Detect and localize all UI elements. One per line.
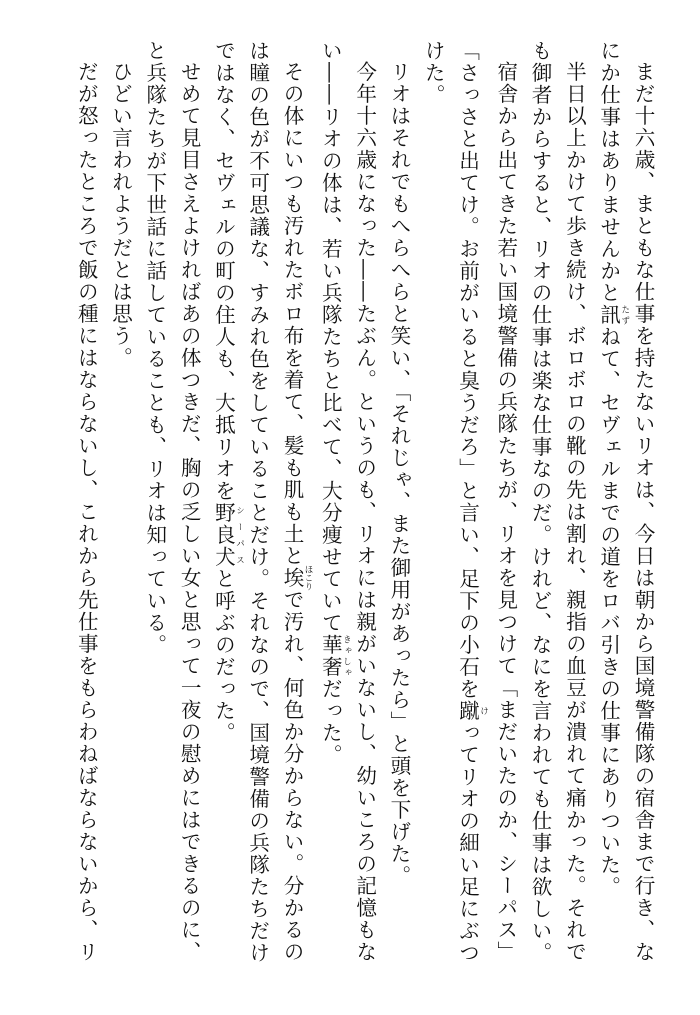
ruby-reading: たず xyxy=(619,304,630,326)
vertical-text-body xyxy=(69,40,660,980)
ruby-reading: け xyxy=(478,700,489,722)
ruby-base: 訊 xyxy=(596,304,621,326)
paragraph xyxy=(591,40,660,980)
ruby-reading: きゃしゃ xyxy=(341,634,352,678)
paragraph xyxy=(523,40,592,980)
paragraph xyxy=(489,40,523,980)
paragraph xyxy=(138,40,207,980)
text-run: リオはそれでもへらへらと笑い、「それじゃ、また御用があったら」と頭を下げた。 xyxy=(386,60,411,887)
text-run: 「さっさと出てけ。お前がいると臭うだろ」と言い、足下の小石を xyxy=(455,40,480,700)
text-run: その体にいつも汚れたボロ布を着て、髪も肌も土と xyxy=(280,60,305,567)
ruby-base: 蹴 xyxy=(455,700,480,722)
text-run: ってリオの細い足にぶつけた。 xyxy=(421,40,480,964)
ruby-reading: ほこり xyxy=(303,564,314,591)
ruby-annotation xyxy=(455,700,489,722)
text-run: だった。 xyxy=(318,678,343,766)
text-run: だが怒ったところで飯の種にはならないし、これから先仕事をもらわねばならないから、リ xyxy=(74,60,99,963)
paragraph xyxy=(416,40,489,980)
text-run: 半日以上かけて歩き続け、ボロボロの靴の先は割れ、親指の血豆が潰れて痛かった。それでも御者からすると、リオの仕事は楽な仕事なのだ。けれど、なにを言われても仕事は欲しい。 xyxy=(528,40,587,964)
text-run: せめて見目さえよければあの体つきだ、胸の乏しい女と思って一夜の慰めにはできるのに、と兵隊たちが下世話に話していることも、リオは知っている。 xyxy=(142,40,202,963)
text-run: 今年十六歳になった――たぶん。というのも、リオには親がいないし、幼いころの記憶もない――リオの体は、若い兵隊たちと比べて、大分痩せていて xyxy=(318,40,377,963)
ruby-annotation xyxy=(596,304,630,326)
text-run: ひどい言われようだとは思う。 xyxy=(108,60,133,369)
ruby-base: 埃 xyxy=(280,564,305,591)
ruby-annotation xyxy=(211,502,245,568)
ruby-base: 華奢 xyxy=(318,634,343,678)
paragraph xyxy=(103,40,137,980)
paragraph xyxy=(382,40,416,980)
paragraph xyxy=(206,40,313,980)
text-run: と呼ぶのだった。 xyxy=(211,568,236,744)
ruby-reading: シーパス xyxy=(234,502,245,568)
paragraph xyxy=(313,40,382,980)
text-run: 宿舎から出てきた若い国境警備の兵隊たちが、リオを見つけて「まだいたのか、シーパス」 xyxy=(493,60,518,963)
text-run: ねて、セヴェルまでの道をロバ引きの仕事にありついた。 xyxy=(596,326,621,898)
text-run: で汚れ、何色か分からない。分かるのは瞳の色が不可思議な、すみれ色をしていることだけ。それなので、国境警備の兵隊たちだけではなく、セヴェルの町の住人も、大抵リオを xyxy=(211,40,305,964)
text-run: まだ十六歳、まともな仕事を持たないリオは、今日は朝から国境警備隊の宿舎まで行き、なにか仕事はありませんかと xyxy=(596,40,655,963)
ruby-base: 野良犬 xyxy=(211,502,236,568)
ruby-annotation xyxy=(318,634,352,678)
paragraph xyxy=(69,40,103,980)
ruby-annotation xyxy=(280,564,314,591)
